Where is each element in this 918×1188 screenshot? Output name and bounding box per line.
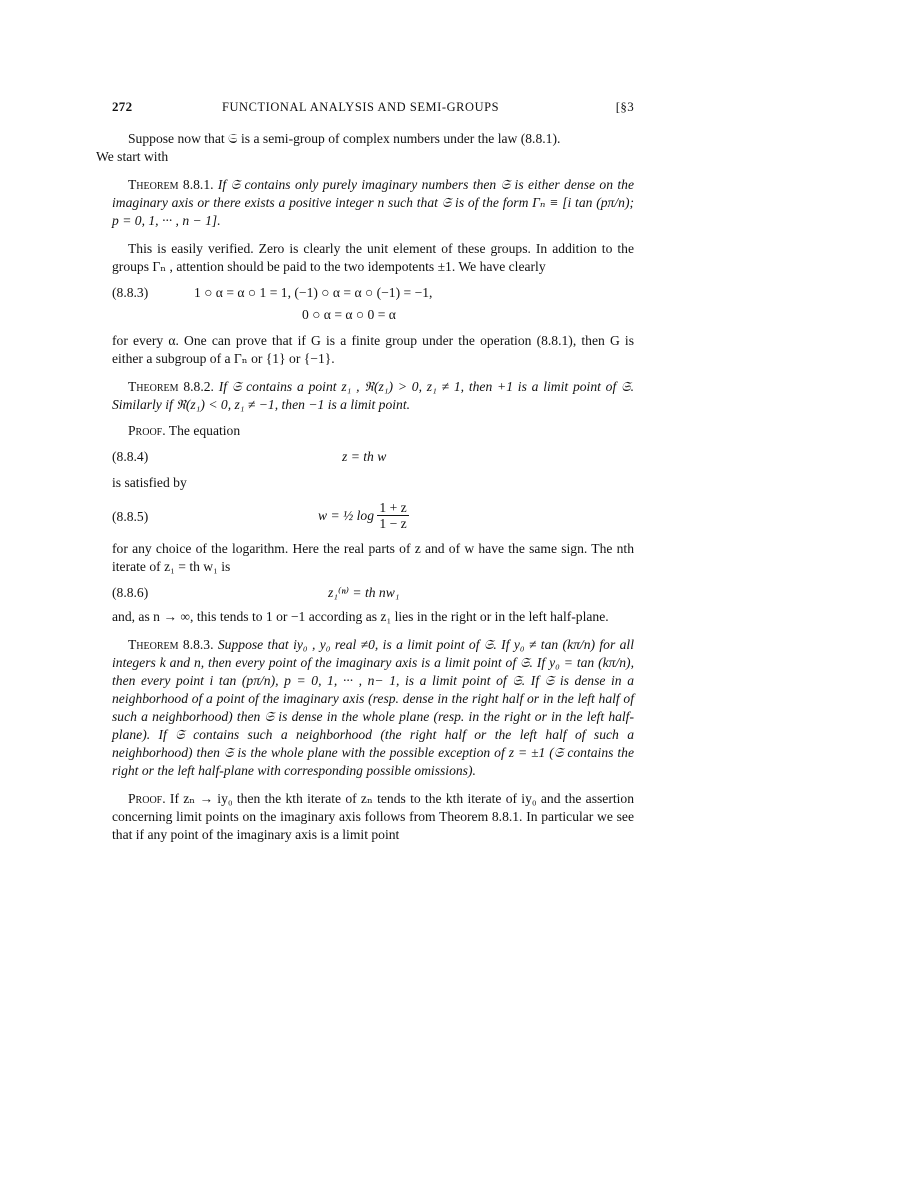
proof-text: . If zₙ → iy₀ then the kth iterate of zₙ tends to the kth iterate of iy₀ and the assertion concerning limit points on the imaginary axis follows from Theorem 8.8.1. In particular we see that if any point of the imaginary axis is a limit point bbox=[112, 791, 634, 842]
proof-start bbox=[112, 422, 634, 440]
equation-8-8-4 bbox=[112, 448, 634, 466]
equation-tag: (8.8.4) bbox=[112, 449, 149, 464]
equation-8-8-6 bbox=[112, 584, 634, 602]
theorem-number: 8.8.3. bbox=[182, 637, 214, 652]
fraction bbox=[377, 500, 408, 531]
equation-body: 1 ○ α = α ○ 1 = 1, (−1) ○ α = α ○ (−1) = −1, bbox=[194, 285, 433, 300]
equation-lhs: w = ½ log bbox=[318, 507, 375, 523]
equation-8-8-5 bbox=[112, 500, 634, 534]
theorem-8-8-3 bbox=[112, 636, 634, 780]
running-header bbox=[112, 98, 634, 118]
section-mark: [§3 bbox=[615, 99, 634, 114]
theorem-text: If 𝔖 contains a point z₁ , ℜ(z₁) > 0, z₁ ≠ 1, then +1 is a limit point of 𝔖. Similarly if ℜ(z₁) < 0, z₁ ≠ −1, then −1 is a limit point. bbox=[112, 379, 634, 412]
fraction-numerator: 1 + z bbox=[379, 500, 407, 515]
theorem-number: 8.8.1. bbox=[182, 177, 214, 192]
fraction-denominator: 1 − z bbox=[379, 516, 407, 531]
theorem-label: Theorem bbox=[128, 379, 179, 394]
paragraph-logarithm: for any choice of the logarithm. Here the real parts of z and of w have the same sign. The nth iterate of z₁ = th w₁ is bbox=[112, 541, 634, 574]
proof-text: . The equation bbox=[162, 423, 241, 438]
theorem-text: If 𝔖 contains only purely imaginary numbers then 𝔖 is either dense on the imaginary axis or there exists a positive integer n such that 𝔖 is of the form Γₙ ≡ [i tan (pπ/n); p = 0, 1, ··· , n − 1]. bbox=[112, 177, 634, 228]
equation-body bbox=[318, 500, 409, 531]
equation-body: 0 ○ α = α ○ 0 = α bbox=[302, 307, 396, 322]
theorem-label: Theorem bbox=[128, 177, 179, 192]
theorem-8-8-2 bbox=[112, 378, 634, 414]
equation-body: z = th w bbox=[342, 449, 387, 464]
theorem-number: 8.8.2. bbox=[183, 379, 214, 394]
theorem-text: Suppose that iy₀ , y₀ real ≠0, is a limit point of 𝔖. If y₀ ≠ tan (kπ/n) for all integers k and n, then every point of the imaginary axis is a limit point of 𝔖. If y₀ = tan (kπ/n), then every point i tan (pπ/n), p = 0, 1, ··· , n− 1, is a limit point of 𝔖. If 𝔖 is dense in a neighborhood of a point of the imaginary axis (resp. dense in the right half or in the left half of such a neighborhood) then 𝔖 is dense in the whole plane (resp. in the right or in the left half-plane). If 𝔖 contains such a neighborhood (the right half or the left half of such a neighborhood) then 𝔖 is the whole plane with the possible exception of z = ±1 (𝔖 contains the right or the left half-plane with corresponding possible omissions). bbox=[112, 637, 634, 778]
intro-line-2: We start with bbox=[96, 149, 169, 164]
paragraph-finite-group: for every α. One can prove that if G is a finite group under the operation (8.8.1), then G is either a subgroup of a Γₙ or {1} or {−1}. bbox=[112, 333, 634, 366]
intro-paragraph bbox=[96, 130, 634, 166]
book-page bbox=[96, 98, 634, 844]
proof-label: Proof bbox=[128, 791, 163, 806]
proof-theorem-8-8-3 bbox=[112, 790, 634, 844]
theorem-8-8-1 bbox=[112, 176, 634, 230]
page-number: 272 bbox=[112, 99, 133, 114]
paragraph-limit: and, as n → ∞, this tends to 1 or −1 according as z₁ lies in the right or in the left half-plane. bbox=[112, 609, 609, 624]
equation-8-8-3-line-2 bbox=[112, 306, 634, 324]
satisfied-by-text: is satisfied by bbox=[112, 475, 187, 490]
equation-tag: (8.8.5) bbox=[112, 509, 149, 524]
equation-body: z₁⁽ⁿ⁾ = th nw₁ bbox=[328, 585, 400, 600]
equation-tag: (8.8.6) bbox=[112, 585, 149, 600]
intro-line-1: Suppose now that 𝔖 is a semi-group of complex numbers under the law (8.8.1). bbox=[128, 131, 561, 146]
running-title: FUNCTIONAL ANALYSIS AND SEMI-GROUPS bbox=[222, 100, 500, 114]
paragraph-unit-element: This is easily verified. Zero is clearly the unit element of these groups. In addition to the groups Γₙ , attention should be paid to the two idempotents ±1. We have clearly bbox=[112, 241, 634, 274]
proof-label: Proof bbox=[128, 423, 163, 438]
equation-tag: (8.8.3) bbox=[112, 285, 149, 300]
equation-8-8-3-line-1 bbox=[112, 284, 634, 302]
theorem-label: Theorem bbox=[128, 637, 179, 652]
